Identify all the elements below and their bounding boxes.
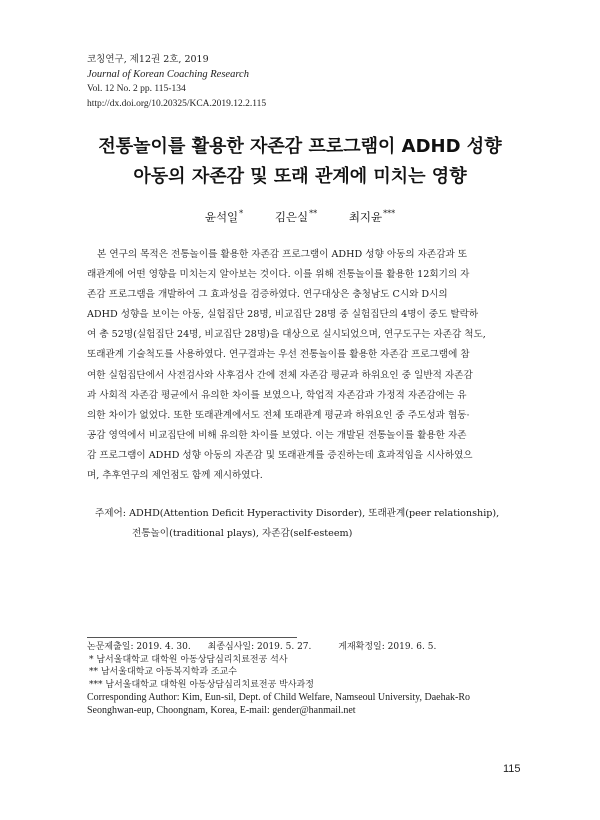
keywords-label: 주제어:	[95, 508, 127, 519]
author-3	[349, 209, 395, 225]
keywords-line-1	[95, 504, 535, 524]
author-mark: ***	[383, 209, 396, 219]
author-mark: **	[309, 209, 318, 219]
keywords-text-1: ADHD(Attention Deficit Hyperactivity Disorder), 또래관계(peer relationship),	[129, 508, 500, 519]
author-name: 김은실	[274, 210, 309, 224]
abstract-line: 또래관계 기술척도를 사용하였다. 연구결과는 우선 전통놀이를 활용한 자존감 프로그램에 참	[87, 349, 470, 361]
abstract-line: 여한 실험집단에서 사전검사와 사후검사 간에 전체 자존감 평균과 하위요인 중 일반적 자존감	[87, 369, 473, 381]
accepted-date: 게재확정일: 2019. 6. 5.	[338, 642, 437, 652]
author-name: 최지윤	[348, 210, 383, 224]
reviewed-date: 최종심사일: 2019. 5. 27.	[207, 642, 312, 652]
submission-dates	[87, 641, 527, 654]
author-list	[60, 209, 540, 225]
title-line-2: 아동의 자존감 및 또래 관계에 미치는 영향	[133, 166, 467, 187]
abstract-line: 며, 추후연구의 제언점도 함께 제시하였다.	[87, 470, 263, 482]
keywords-text-2: 전통놀이(traditional plays), 자존감(self-esteem)	[132, 528, 353, 539]
affiliation-1: * 남서울대학교 대학원 아동상담심리치료전공 석사	[89, 654, 288, 665]
journal-korean-citation: 코칭연구, 제12권 2호, 2019	[87, 54, 209, 65]
abstract-line: 공감 영역에서 비교집단에 비해 유의한 차이를 보였다. 이는 개발된 전통놀이를 활용한 자존	[87, 429, 467, 441]
journal-header	[87, 52, 266, 112]
author-name: 윤석일	[204, 210, 239, 224]
abstract-line: 과 사회적 자존감 평균에서 유의한 차이를 보였으나, 학업적 자존감과 가정적 자존감에는 유	[87, 389, 467, 401]
paper-title	[60, 132, 540, 192]
author-mark: *	[239, 209, 244, 219]
corresponding-author-line-1: Corresponding Author: Kim, Eun-sil, Dept. of Child Welfare, Namseoul University, Daehak-Ro	[87, 692, 471, 704]
abstract-line: ADHD 성향을 보이는 아동, 실험집단 28명, 비교집단 28명 중 실험집단의 4명이 중도 탈락하	[87, 309, 479, 321]
keywords	[95, 504, 535, 544]
abstract-line: 여 총 52명(실험집단 24명, 비교집단 28명)을 대상으로 실시되었으며, 연구도구는 자존감 척도,	[87, 329, 486, 341]
abstract-line: 래관계에 어떤 영향을 미치는지 알아보는 것이다. 이를 위해 전통놀이를 활용한 12회기의 자	[87, 269, 470, 281]
journal-english-name: Journal of Korean Coaching Research	[87, 69, 249, 80]
abstract-line: 존감 프로그램을 개발하여 그 효과성을 검증하였다. 연구대상은 충청남도 C시와 D시의	[87, 289, 448, 301]
journal-volume: Vol. 12 No. 2 pp. 115-134	[87, 84, 186, 94]
abstract-line: 의한 차이가 없었다. 또한 또래관계에서도 전체 또래관계 평균과 하위요인 중 주도성과 협동·	[87, 409, 470, 421]
author-2	[275, 209, 317, 225]
journal-doi: http://dx.doi.org/10.20325/KCA.2019.12.2.115	[87, 99, 267, 109]
abstract-line: 본 연구의 목적은 전통놀이를 활용한 자존감 프로그램이 ADHD 성향 아동의 자존감과 또	[97, 249, 468, 260]
corresponding-author-line-2: Seonghwan-eup, Choongnam, Korea, E-mail: gender@hanmail.net	[87, 705, 356, 717]
submitted-date: 논문제출일: 2019. 4. 30.	[87, 642, 191, 652]
affiliation-2: ** 남서울대학교 아동복지학과 조교수	[89, 667, 237, 678]
title-line-1: 전통놀이를 활용한 자존감 프로그램이 ADHD 성향	[98, 136, 502, 157]
footnote-divider	[87, 637, 297, 638]
affiliation-3: *** 남서울대학교 대학원 아동상담심리치료전공 박사과정	[89, 679, 314, 690]
footnotes	[87, 641, 527, 717]
abstract-line: 감 프로그램이 ADHD 성향 아동의 자존감 및 또래관계를 증진하는데 효과적임을 시사하였으	[87, 449, 473, 461]
page-number: 115	[503, 763, 521, 775]
abstract	[87, 245, 521, 486]
author-1	[205, 209, 243, 225]
